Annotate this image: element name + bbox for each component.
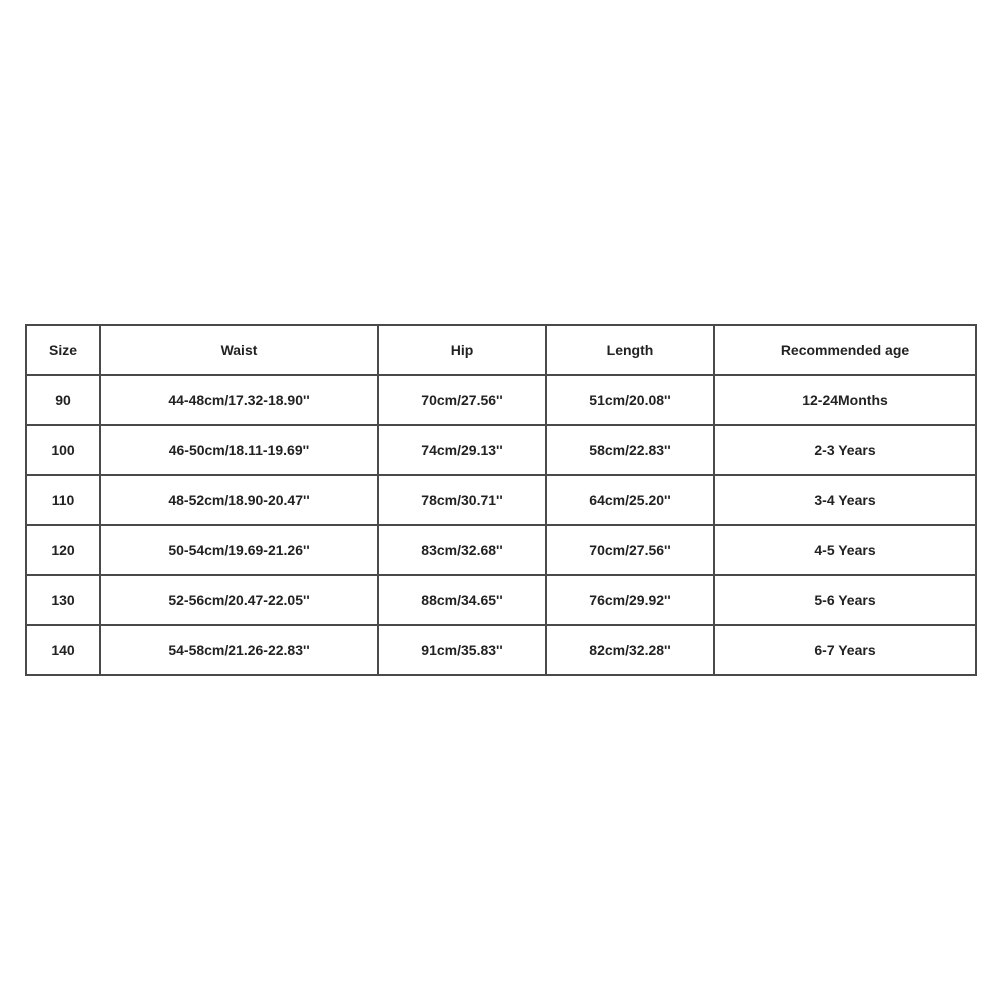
cell-size: 100: [26, 425, 100, 475]
cell-recommended-age: 2-3 Years: [714, 425, 976, 475]
cell-length: 51cm/20.08'': [546, 375, 714, 425]
header-size: Size: [26, 325, 100, 375]
cell-length: 58cm/22.83'': [546, 425, 714, 475]
cell-recommended-age: 6-7 Years: [714, 625, 976, 675]
cell-size: 120: [26, 525, 100, 575]
cell-recommended-age: 12-24Months: [714, 375, 976, 425]
cell-waist: 52-56cm/20.47-22.05'': [100, 575, 378, 625]
cell-waist: 54-58cm/21.26-22.83'': [100, 625, 378, 675]
table-header-row: [26, 325, 976, 375]
cell-hip: 83cm/32.68'': [378, 525, 546, 575]
cell-length: 82cm/32.28'': [546, 625, 714, 675]
header-recommended-age: Recommended age: [714, 325, 976, 375]
cell-waist: 50-54cm/19.69-21.26'': [100, 525, 378, 575]
table-row: [26, 525, 976, 575]
cell-hip: 88cm/34.65'': [378, 575, 546, 625]
cell-recommended-age: 5-6 Years: [714, 575, 976, 625]
table-row: [26, 425, 976, 475]
cell-size: 90: [26, 375, 100, 425]
cell-waist: 48-52cm/18.90-20.47'': [100, 475, 378, 525]
cell-hip: 78cm/30.71'': [378, 475, 546, 525]
header-hip: Hip: [378, 325, 546, 375]
cell-recommended-age: 4-5 Years: [714, 525, 976, 575]
size-chart-table: [25, 324, 977, 676]
cell-size: 110: [26, 475, 100, 525]
cell-recommended-age: 3-4 Years: [714, 475, 976, 525]
header-waist: Waist: [100, 325, 378, 375]
cell-waist: 44-48cm/17.32-18.90'': [100, 375, 378, 425]
cell-size: 140: [26, 625, 100, 675]
cell-hip: 74cm/29.13'': [378, 425, 546, 475]
cell-hip: 70cm/27.56'': [378, 375, 546, 425]
table-row: [26, 575, 976, 625]
cell-hip: 91cm/35.83'': [378, 625, 546, 675]
cell-length: 70cm/27.56'': [546, 525, 714, 575]
cell-length: 64cm/25.20'': [546, 475, 714, 525]
cell-size: 130: [26, 575, 100, 625]
table-row: [26, 375, 976, 425]
cell-waist: 46-50cm/18.11-19.69'': [100, 425, 378, 475]
table-row: [26, 475, 976, 525]
table-row: [26, 625, 976, 675]
cell-length: 76cm/29.92'': [546, 575, 714, 625]
header-length: Length: [546, 325, 714, 375]
